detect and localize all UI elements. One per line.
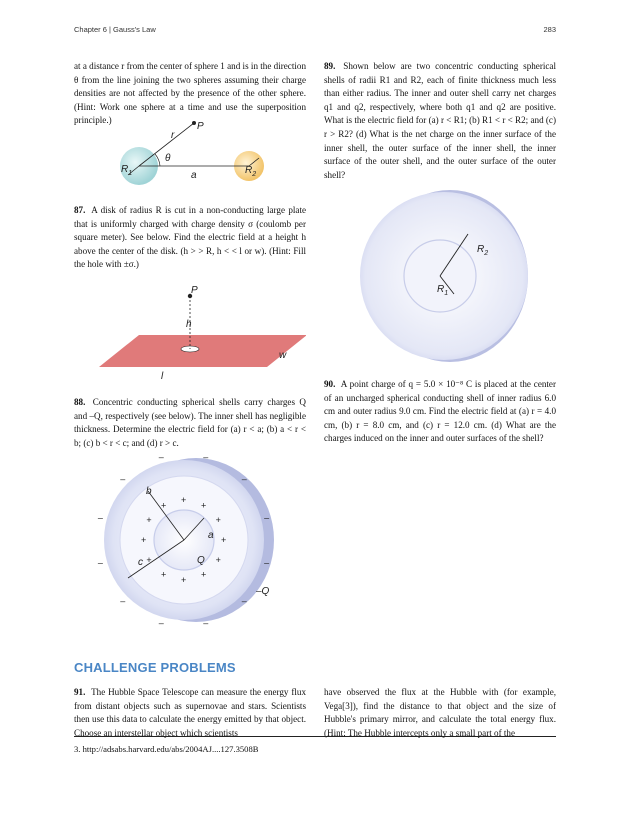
label-theta: θ [165, 153, 171, 164]
figure-charged-plate [74, 283, 306, 383]
problem-91-number: 91. [74, 687, 86, 697]
plus-charge: + [146, 515, 152, 525]
plus-charge: + [215, 555, 221, 565]
label-R1: $R_1$ [121, 164, 133, 177]
footnote-rule [74, 736, 556, 737]
plus-charge: + [141, 535, 147, 545]
problem-87-text: A disk of radius R is cut in a non-conducting large plate that is uniformly charged with charge density σ (coulomb per square meter). See below. Find the electric field at a height h above the center of the disk. (h > > R, h < < l or w). (Hint: Fill the hole with ±σ.) [74, 205, 307, 270]
minus-charge: – [264, 557, 270, 568]
problem-89-text: Shown below are two concentric conducting spherical shells of radii R1 and R2, each of finite thickness much less than either radius. The inner and outer shell carry net charges q1 and q2, respectively, where both q1 and q2 are positive. What is the electric field for (a) r < R1; (b) R1 < r < R2; and (c) r > R2? (d) What is the net charge on the inner surface of the inner shell, the outer surface of the inner shell, the inner surface of the outer shell, and the outer surface of the outer shell? [324, 61, 556, 180]
problem-89-number: 89. [324, 61, 336, 71]
problem-90-number: 90. [324, 379, 336, 389]
problem-88 [74, 396, 306, 450]
problem-91-text-left: The Hubble Space Telescope can measure the energy flux from distant objects such as supernovae and stars. Scientists then use this data to calculate the energy emitted by that object. Choose an interstellar object which scientists [74, 687, 307, 738]
label-c: c [138, 557, 143, 568]
page-number: 283 [543, 25, 556, 34]
challenge-problems-heading: CHALLENGE PROBLEMS [74, 660, 236, 675]
minus-charge: – [97, 557, 103, 568]
label-P: P [191, 285, 198, 296]
label-P: P [197, 121, 204, 132]
label-R2: $R_2$ [245, 165, 257, 178]
problem-88-number: 88. [74, 397, 86, 407]
minus-charge: – [203, 618, 209, 629]
footnote: 3. http://adsabs.harvard.edu/abs/2004AJ....127.3508B [74, 744, 259, 754]
chapter-header: Chapter 6 | Gauss's Law [74, 25, 156, 34]
problem-91-left [74, 686, 306, 740]
plus-charge: + [161, 569, 167, 580]
point-P [192, 121, 196, 125]
plus-charge: + [201, 569, 207, 580]
plus-charge: + [221, 535, 227, 545]
minus-charge: – [120, 595, 126, 606]
problem-90 [324, 378, 556, 446]
problem-89 [324, 60, 556, 182]
label-l: l [161, 371, 164, 382]
problem-87 [74, 204, 306, 272]
plus-charge: + [215, 515, 221, 525]
label-a: a [191, 170, 197, 181]
plus-charge: + [181, 575, 187, 585]
label-b: b [146, 486, 152, 497]
label-negQ: –Q [256, 586, 270, 597]
minus-charge: – [158, 451, 164, 462]
minus-charge: – [241, 474, 247, 485]
label-r: r [171, 130, 175, 141]
minus-charge: – [120, 474, 126, 485]
minus-charge: – [158, 618, 164, 629]
problem-91-text-right: have observed the flux at the Hubble with (for example, Vega[3]), find the distance to that object and the size of Hubble's primary mirror, and calculate the total energy flux. (Hint: The Hubble intercepts only a small part of the [324, 687, 556, 738]
charged-plate [99, 335, 306, 367]
figure-two-spheres [108, 118, 278, 188]
label-w: w [279, 350, 287, 361]
problem-86-text: at a distance r from the center of sphere 1 and is in the direction θ from the line joining the two spheres assuming their charge densities are not affected by the presence of the other sphere. (Hint: Work one sphere at a time and use the superposition principle.) [74, 61, 306, 126]
label-h: h [186, 319, 192, 330]
plus-charge: + [161, 500, 167, 511]
minus-charge: – [264, 512, 270, 523]
minus-charge: – [97, 512, 103, 523]
plus-charge: + [201, 500, 207, 511]
label-Q: Q [197, 555, 205, 566]
plus-charge: + [146, 555, 152, 565]
figure-concentric-shells-charges [96, 446, 286, 632]
plus-charge: + [181, 495, 187, 505]
minus-charge: – [241, 595, 247, 606]
label-a: a [208, 530, 214, 541]
problem-88-text: Concentric conducting spherical shells carry charges Q and –Q, respectively (see below). The inner shell has negligible thickness. Determine the electric field for (a) r < a; (b) a < r < b; (c) b < r < c; and (d) r > c. [74, 397, 306, 448]
problem-90-text: A point charge of q = 5.0 × 10⁻⁸ C is placed at the center of an uncharged spherical conducting shell of inner radius 6.0 cm and outer radius 9.0 cm. Find the electric field at (a) r = 4.0 cm, (b) r = 8.0 cm, and (c) r = 12.0 cm. (d) What are the charges induced on the inner and outer surfaces of the shell? [324, 379, 556, 444]
minus-charge: – [203, 451, 209, 462]
problem-87-number: 87. [74, 205, 86, 215]
problem-91-right [324, 686, 556, 740]
label-R1: $R_1$ [437, 284, 449, 297]
figure-two-concentric-shells [360, 186, 536, 366]
label-R2: $R_2$ [477, 244, 489, 257]
